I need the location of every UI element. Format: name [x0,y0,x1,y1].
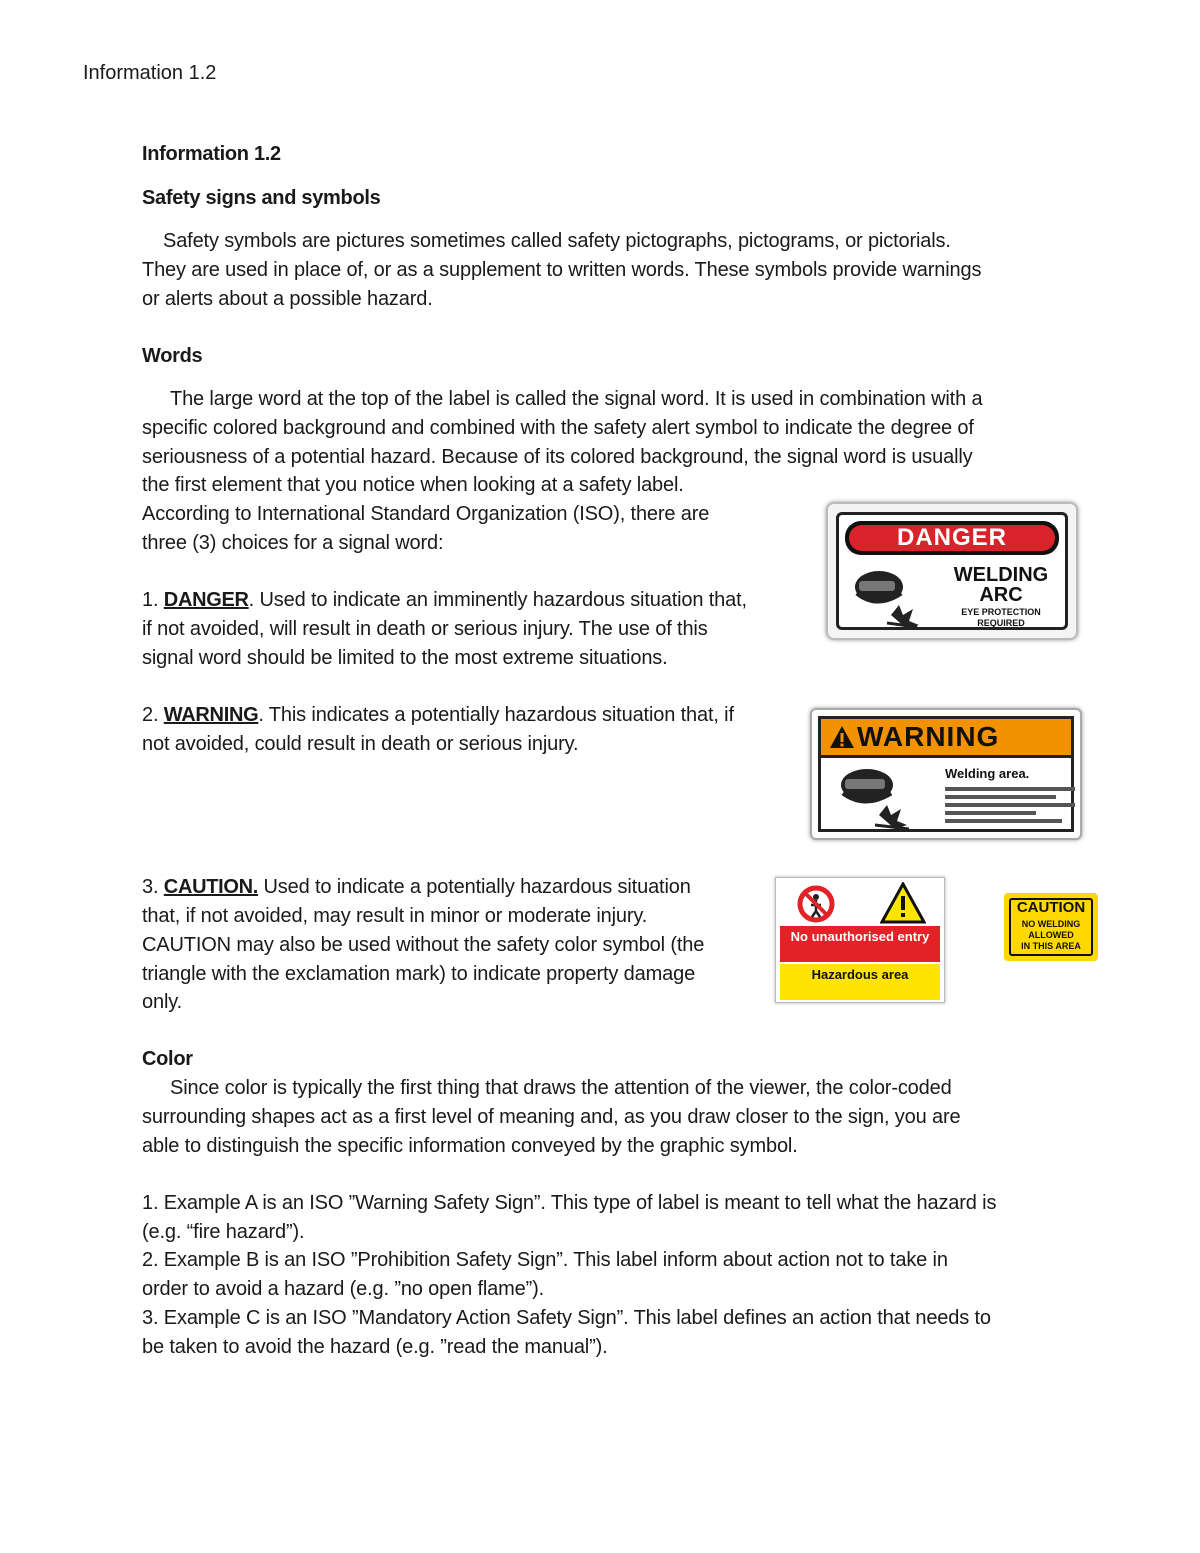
warning-item-line: not avoided, could result in death or serious injury. [142,733,579,755]
danger-sign-line: REQUIRED [977,618,1025,628]
danger-item-line: if not avoided, will result in death or serious injury. The use of this [142,618,708,640]
warning-sign-signal-word: WARNING [857,721,1000,752]
example-line: 1. Example A is an ISO ”Warning Safety Sign”. This type of label is meant to tell what the hazard is [142,1192,997,1214]
danger-item-line [142,589,747,612]
warning-signal-word: WARNING [163,704,259,726]
combo-sign-yellow-panel: Hazardous area [780,964,940,1000]
welding-helmet-icon [827,763,927,835]
words-line: specific colored background and combined with the safety alert symbol to indicate the degree of [142,417,974,439]
caution-item-line [142,876,691,899]
no-entry-icon [796,884,836,924]
caution-sign-signal-word: CAUTION [1016,899,1086,916]
combo-sign-red-panel: No unauthorised entry [780,926,940,962]
words-line: seriousness of a potential hazard. Because of its colored background, the signal word is usually [142,446,973,468]
example-line: (e.g. “fire hazard”). [142,1221,305,1243]
example-line: 2. Example B is an ISO ”Prohibition Safety Sign”. This label inform about action not to take in [142,1249,948,1271]
caution-no-welding-sign [1004,893,1098,961]
example-line: 3. Example C is an ISO ”Mandatory Action Safety Sign”. This label defines an action that needs to [142,1307,991,1329]
caution-item-line: triangle with the exclamation mark) to indicate property damage [142,963,696,985]
caution-item-line: only. [142,991,183,1013]
danger-signal-word: DANGER [163,589,249,611]
caution-signal-word: CAUTION. [163,876,259,898]
warning-welding-sign [810,708,1082,840]
warning-sign-title: Welding area. [945,766,1030,781]
example-line: be taken to avoid the hazard (e.g. ”read the manual”). [142,1336,608,1358]
item-number: 1. [142,589,164,611]
item-number: 2. [142,704,164,726]
caution-sign-text: NO WELDING ALLOWED IN THIS AREA [1021,919,1081,951]
color-heading: Color [142,1048,193,1070]
document-title: Information 1.2 [142,143,281,165]
warning-signal-panel [821,719,1071,758]
color-line: able to distinguish the specific information conveyed by the graphic symbol. [142,1135,798,1157]
alert-triangle-icon [880,882,926,924]
danger-sign-signal-word: DANGER [849,525,1055,551]
words-line: three (3) choices for a signal word: [142,532,444,554]
danger-sign-title [931,565,1071,605]
section-subtitle: Safety signs and symbols [142,187,381,209]
danger-sign-line: ARC [979,584,1023,606]
alert-triangle-icon [829,725,855,749]
warning-sign-fine-print [945,783,1075,827]
danger-sign-line: WELDING [953,564,1049,586]
caution-description: Used to indicate a potentially hazardous situation [258,876,691,898]
warning-description: . This indicates a potentially hazardous situation that, if [258,704,734,726]
caution-item-line: that, if not avoided, may result in minor or moderate injury. [142,905,648,927]
danger-welding-sign [826,502,1078,640]
caution-item-line: CAUTION may also be used without the safety color symbol (the [142,934,705,956]
item-number: 3. [142,876,164,898]
danger-sign-subtitle [931,607,1071,629]
danger-sign-line: EYE PROTECTION [961,607,1041,617]
words-heading: Words [142,345,203,367]
danger-signal-panel [845,521,1059,555]
color-line: surrounding shapes act as a first level of meaning and, as you draw closer to the sign, you are [142,1106,961,1128]
color-line: Since color is typically the first thing that draws the attention of the viewer, the color-coded [170,1077,952,1099]
running-header: Information 1.2 [83,62,217,84]
welding-helmet-icon [847,563,925,635]
danger-item-line: signal word should be limited to the most extreme situations. [142,647,668,669]
no-entry-hazard-sign [775,877,945,1003]
words-line: According to International Standard Organization (ISO), there are [142,503,710,525]
intro-line: Safety symbols are pictures sometimes called safety pictographs, pictograms, or pictorials. [163,230,951,252]
example-line: order to avoid a hazard (e.g. ”no open flame”). [142,1278,545,1300]
warning-item-line [142,704,734,727]
intro-line: They are used in place of, or as a supplement to written words. These symbols provide warnings [142,259,982,281]
intro-line: or alerts about a possible hazard. [142,288,433,310]
words-line: The large word at the top of the label is called the signal word. It is used in combination with a [170,388,983,410]
words-line: the first element that you notice when looking at a safety label. [142,474,684,496]
danger-description: . Used to indicate an imminently hazardous situation that, [248,589,747,611]
